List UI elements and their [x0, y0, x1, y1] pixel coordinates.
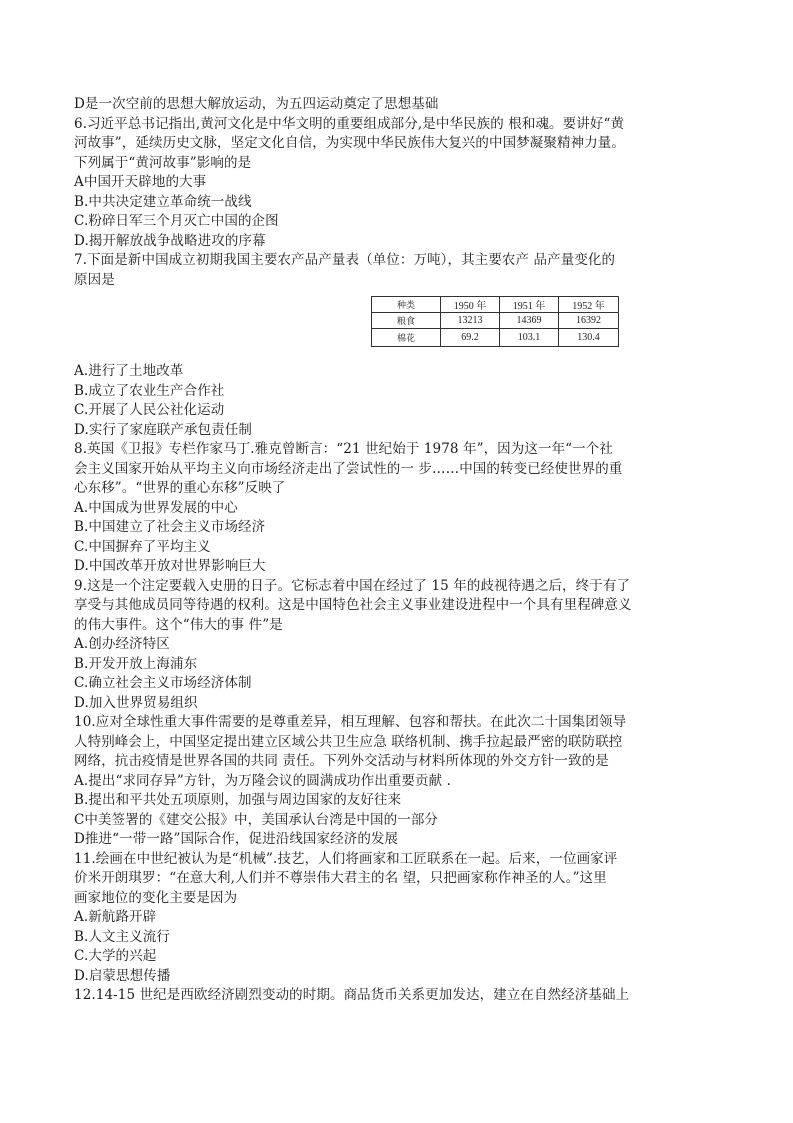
table-cell: 1952 年 [559, 297, 619, 313]
table-cell: 69.2 [441, 329, 500, 347]
question-10-stem-line: 10.应对全球性重大事件需要的是尊重差异，相互理解、包容和帮扶。在此次二十国集团领导 [74, 714, 627, 730]
table-cell: 130.4 [559, 329, 619, 347]
question-11-option-c: C.大学的兴起 [74, 948, 157, 964]
question-11-stem-line: 价米开朗琪罗：“在意大利,人们并不尊崇伟大君主的名 望，只把画家称作神圣的人。”这里 [74, 870, 607, 886]
question-9-option-b: B.开发开放上海浦东 [74, 655, 198, 672]
question-10-option-a: A.提出“求同存异”方针，为万隆会议的圆满成功作出重要贡献 . [74, 772, 452, 789]
question-7 [74, 251, 734, 440]
question-6-stem-line: 下列属于“黄河故事”影响的是 [74, 154, 252, 171]
question-11-option-a: A.新航路开辟 [74, 909, 157, 925]
table-cell: 粮食 [372, 313, 441, 329]
question-6-option-b: B.中共决定建立革命统一战线 [74, 193, 252, 210]
question-10-stem-line: 网络，抗击疫情是世界各国的共同 责任。下列外交活动与材料所体现的外交方针一致的是 [74, 753, 609, 769]
question-9-stem-line: 享受与其他成员同等待遇的权利。这是中国特色社会主义事业建设进程中一个具有里程碑意义 [74, 597, 632, 613]
question-6-option-d: D.揭开解放战争战略进攻的序幕 [74, 232, 266, 249]
question-11-stem-line: 画家地位的变化主要是因为 [74, 889, 238, 906]
question-10-option-c: C中美签署的《建交公报》中，美国承认台湾是中国的一部分 [74, 811, 439, 828]
question-9-option-a: A.创办经济特区 [74, 636, 170, 652]
question-10-option-b: B.提出和平共处五项原则，加强与周边国家的友好往来 [74, 792, 402, 808]
question-8-option-d: D.中国改革开放对世界影响巨大 [74, 558, 266, 574]
previous-question-option-d: D是一次空前的思想大解放运动，为五四运动奠定了思想基础 [74, 96, 439, 112]
question-8-stem-line: 心东移”。“世界的重心东移”反映了 [74, 480, 286, 496]
question-9 [74, 577, 734, 714]
question-6-stem-line: 6.习近平总书记指出,黄河文化是中华文明的重要组成部分,是中华民族的 根和魂。要讲好“黄 [74, 115, 625, 132]
table-cell: 种类 [372, 297, 441, 313]
question-6-stem-line: 河故事”，延续历史文脉，坚定文化自信，为实现中华民族伟大复兴的中国梦凝聚精神力量。 [74, 135, 625, 151]
question-7-option-c: C.开展了人民公社化运动 [74, 402, 225, 418]
table-cell: 1950 年 [441, 297, 500, 313]
question-7-option-d: D.实行了家庭联产承包责任制 [74, 421, 253, 438]
table-row [372, 329, 619, 347]
exam-page [74, 95, 734, 1006]
question-11-option-d: D.启蒙思想传播 [74, 967, 171, 984]
question-12-stem-line: 12.14-15 世纪是西欧经济剧烈变动的时期。商品货币关系更加发达，建立在自然经济基础上 [74, 987, 630, 1003]
table-cell: 103.1 [500, 329, 559, 347]
table-cell: 16392 [559, 313, 619, 329]
question-6-option-a: A中国开天辟地的大事 [74, 174, 207, 190]
question-7-option-b: B.成立了农业生产合作社 [74, 382, 225, 399]
table-row [372, 313, 619, 329]
question-8-stem-line: 8.英国《卫报》专栏作家马丁.雅克曾断言：“21 世纪始于 1978 年”，因为这一年“一个社 [74, 441, 613, 457]
question-12 [74, 986, 734, 1006]
question-9-stem-line: 的伟大事件。这个“伟大的事 件”是 [74, 616, 283, 633]
question-11-option-b: B.人文主义流行 [74, 928, 171, 945]
question-9-stem-line: 9.这是一个注定要载入史册的日子。它标志着中国在经过了 15 年的歧视待遇之后，终于有了 [74, 577, 631, 594]
question-11 [74, 850, 734, 987]
production-table [371, 296, 619, 347]
table-cell: 13213 [441, 313, 500, 329]
question-8-option-b: B.中国建立了社会主义市场经济 [74, 519, 266, 535]
table-cell: 14369 [500, 313, 559, 329]
question-10 [74, 713, 734, 850]
question-8-option-c: C.中国摒弃了平均主义 [74, 538, 211, 555]
question-8 [74, 440, 734, 577]
question-11-stem-line: 11.绘画在中世纪被认为是“机械”.技艺，人们将画家和工匠联系在一起。后来，一位画家评 [74, 850, 618, 867]
table-header-row [372, 297, 619, 313]
production-table-wrapper [74, 290, 734, 362]
question-10-option-d: D推进“一带一路”国际合作，促进沿线国家经济的发展 [74, 831, 399, 847]
question-8-option-a: A.中国成为世界发展的中心 [74, 499, 238, 516]
table-cell: 棉花 [372, 329, 441, 347]
question-7-option-a: A.进行了土地改革 [74, 363, 184, 379]
question-8-stem-line: 会主义国家开始从平均主义向市场经济走出了尝试性的一 步……中国的转变已经使世界的重 [74, 460, 623, 477]
question-6-option-c: C.粉碎日军三个月灭亡中国的企图 [74, 213, 279, 229]
question-9-option-d: D.加入世界贸易组织 [74, 694, 198, 711]
question-7-stem-line: 原因是 [74, 271, 115, 288]
question-7-stem-line: 7.下面是新中国成立初期我国主要农产品产量表（单位：万吨），其主要农产 品产量变化的 [74, 252, 616, 268]
question-6 [74, 115, 734, 252]
table-cell: 1951 年 [500, 297, 559, 313]
question-10-stem-line: 人特别峰会上，中国坚定提出建立区域公共卫生应急 联络机制、携手拉起最严密的联防联控 [74, 733, 623, 750]
question-9-option-c: C.确立社会主义市场经济体制 [74, 675, 252, 691]
